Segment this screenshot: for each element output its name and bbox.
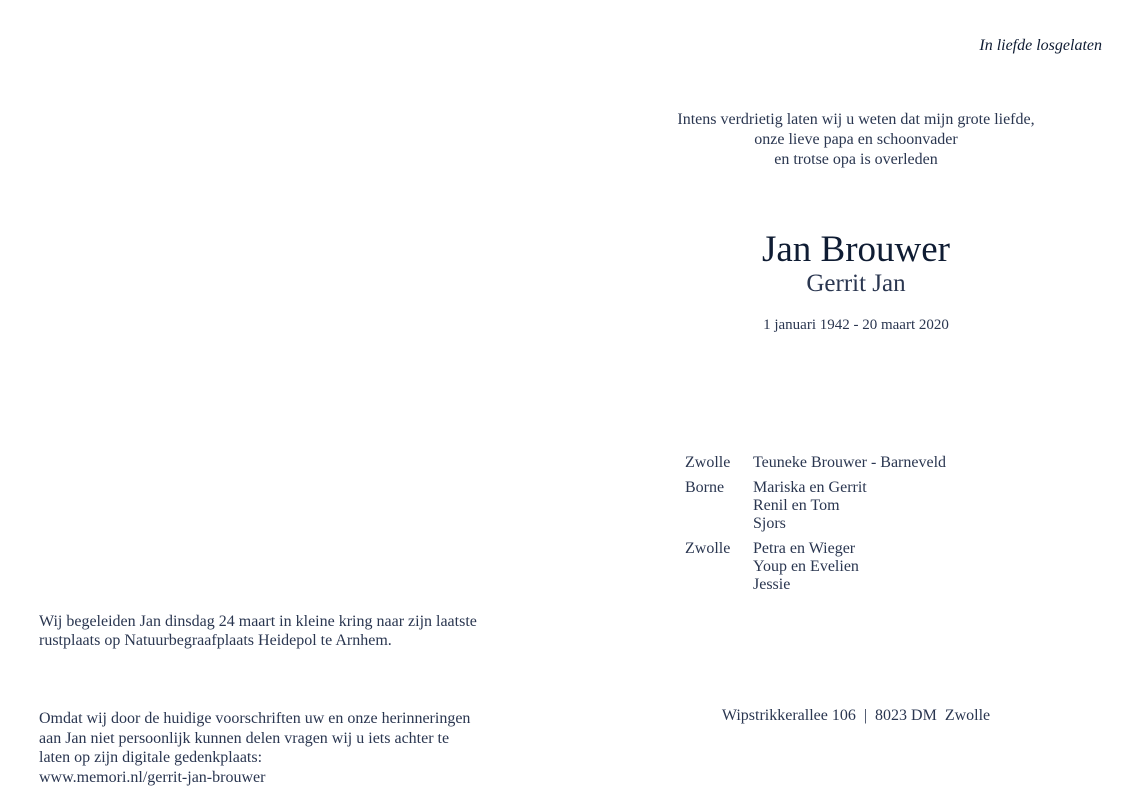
family-place: Borne [685,479,753,533]
deceased-name: Jan Brouwer [620,228,1092,271]
family-place: Zwolle [685,540,753,594]
family-row [685,479,1085,533]
intro-line: en trotse opa is overleden [620,150,1092,170]
family-name: Teuneke Brouwer - Barneveld [753,454,946,472]
notice-line: aan Jan niet persoonlijk kunnen delen vragen wij u iets achter te [39,729,559,749]
family-names [753,540,859,594]
family-names [753,454,946,472]
intro-text [620,110,1092,170]
family-name: Youp en Evelien [753,558,859,576]
family-names [753,479,867,533]
deceased-given-names: Gerrit Jan [620,270,1092,298]
family-row [685,540,1085,594]
paragraph-spacer [39,670,559,690]
notice-line: laten op zijn digitale gedenkplaats: [39,748,559,768]
family-row [685,454,1085,472]
family-name: Sjors [753,515,867,533]
funeral-notice [39,592,559,787]
family-list [685,454,1085,601]
notice-line: Omdat wij door de huidige voorschriften uw en onze herinneringen [39,709,559,729]
notice-line: rustplaats op Natuurbegraafplaats Heidepol te Arnhem. [39,631,559,651]
family-name: Mariska en Gerrit [753,479,867,497]
family-place: Zwolle [685,454,753,472]
family-name: Petra en Wieger [753,540,859,558]
address: Wipstrikkerallee 106 | 8023 DM Zwolle [620,707,1092,725]
life-dates: 1 januari 1942 - 20 maart 2020 [620,317,1092,334]
intro-line: Intens verdrietig laten wij u weten dat mijn grote liefde, [620,110,1092,130]
memorial-link[interactable]: www.memori.nl/gerrit-jan-brouwer [39,768,559,787]
family-name: Jessie [753,576,859,594]
family-name: Renil en Tom [753,497,867,515]
intro-line: onze lieve papa en schoonvader [620,130,1092,150]
tagline: In liefde losgelaten [979,37,1102,55]
notice-line: Wij begeleiden Jan dinsdag 24 maart in kleine kring naar zijn laatste [39,612,559,632]
